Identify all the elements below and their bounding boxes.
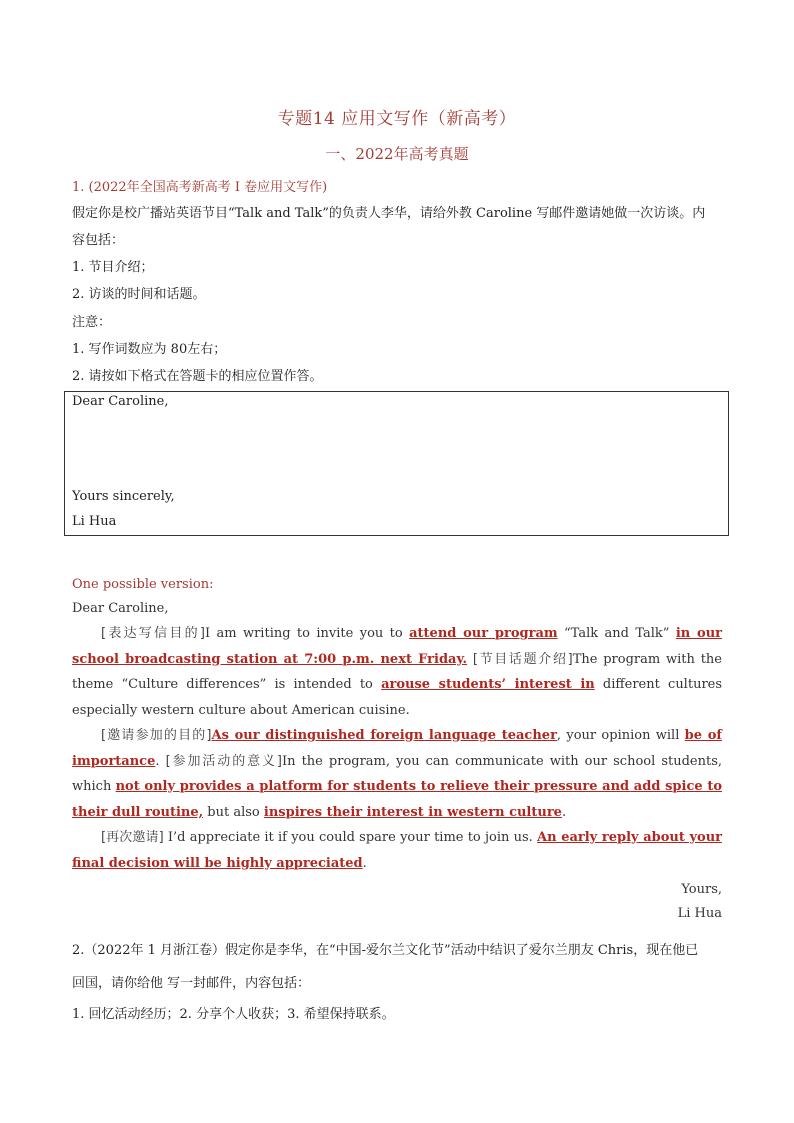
question-1-note-1: 1. 写作词数应为 80左右； [72, 342, 227, 357]
box-greeting: Dear Caroline, [72, 394, 169, 409]
highlighted-phrase: An early reply about your final decision will be highly appreciated [72, 830, 722, 871]
question-1-prompt-line-1: 假定你是校广播站英语节目“Talk and Talk”的负责人李华，请给外教 Caroline 写邮件邀请她做一次访谈。内 [72, 206, 706, 221]
essay-paragraph-2 [72, 723, 722, 825]
question-2-line-1: 2.（2022年 1 月浙江卷）假定你是李华，在“中国-爱尔兰文化节”活动中结识了爱尔兰朋友 Chris，现在他已 [72, 943, 699, 958]
essay-text: different cultures especially western culture about American cuisine. [72, 677, 723, 718]
highlighted-phrase: in our school broadcasting station at 7:00 p.m. next Friday. [72, 626, 722, 667]
highlighted-phrase: As our distinguished foreign language teacher [211, 728, 557, 743]
sample-greeting: Dear Caroline, [72, 601, 169, 616]
answer-format-box [64, 391, 729, 536]
essay-text: , your opinion will [556, 728, 685, 743]
essay-paragraph-3 [72, 825, 722, 876]
essay-text: . [155, 753, 166, 769]
highlighted-phrase: be of importance [72, 728, 722, 769]
highlighted-phrase: inspires their interest in western culture [263, 804, 562, 820]
essay-text: . [362, 855, 367, 871]
annotation-tag: [邀请参加的目的] [101, 728, 212, 743]
annotation-tag: [再次邀请] [101, 830, 164, 845]
highlighted-phrase: arouse students’ interest in [381, 677, 595, 692]
sample-signature: Li Hua [677, 906, 722, 921]
question-2-line-2: 回国，请你给他 写一封邮件，内容包括： [72, 976, 311, 991]
annotation-tag: [表达写信目的] [101, 626, 205, 641]
essay-text: . [561, 804, 567, 820]
essay-text: “Talk and Talk” [557, 626, 676, 641]
essay-text: In the program, you can communicate with our school students, which [72, 753, 722, 794]
highlighted-phrase: attend our program [409, 626, 558, 641]
essay-text: I’d appreciate it if you could spare your time to join us. [163, 830, 538, 845]
sample-label: One possible version: [72, 577, 214, 592]
essay-text: but also [203, 804, 264, 820]
essay-paragraph-1 [72, 621, 722, 723]
annotation-tag: [参加活动的意义] [165, 753, 283, 769]
question-1-point-2: 2. 访谈的时间和话题。 [72, 287, 206, 302]
question-1-heading: 1. (2022年全国高考新高考 I 卷应用文写作) [72, 180, 328, 195]
question-2-line-3: 1. 回忆活动经历；2. 分享个人收获；3. 希望保持联系。 [72, 1007, 395, 1022]
question-1-note-label: 注意： [72, 315, 112, 330]
highlighted-phrase: not only provides a platform for students to relieve their pressure and add spice to their dull routine, [72, 779, 722, 820]
sample-essay [72, 621, 722, 876]
box-closing: Yours sincerely, [72, 489, 175, 504]
section-heading: 一、2022年高考真题 [325, 145, 469, 163]
question-1-prompt-line-2: 容包括： [72, 233, 125, 248]
page-title: 专题14 应用文写作（新高考） [277, 109, 517, 129]
box-name: Li Hua [72, 514, 117, 529]
sample-closing: Yours, [681, 882, 722, 897]
essay-text: The program with the theme “Culture differences” is intended to [72, 651, 722, 692]
annotation-tag: [节目话题介绍] [467, 651, 573, 667]
question-1-point-1: 1. 节目介绍； [72, 260, 154, 275]
essay-text: I am writing to invite you to [204, 626, 410, 641]
question-1-note-2: 2. 请按如下格式在答题卡的相应位置作答。 [72, 369, 323, 384]
